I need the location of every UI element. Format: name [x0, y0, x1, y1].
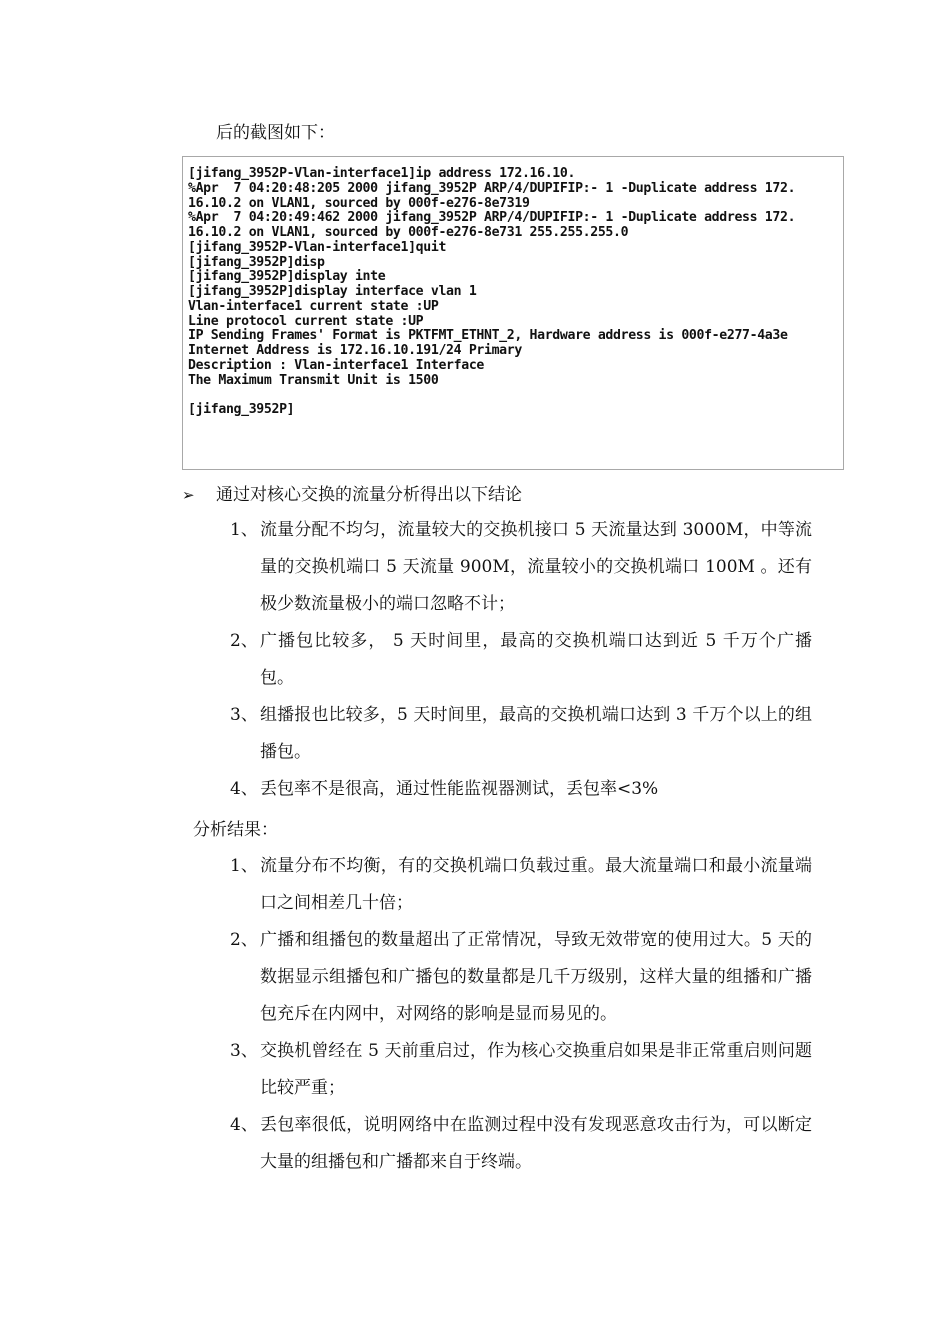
- list-item: [230, 922, 812, 1033]
- terminal-line: [jifang_3952P]display inte: [188, 269, 386, 285]
- terminal-line: 16.10.2 on VLAN1, sourced by 000f-e276-8e731 255.255.255.0: [188, 225, 629, 240]
- item-text: 交换机曾经在 5 天前重启过，作为核心交换重启如果是非正常重启则问题比较严重；: [260, 1041, 812, 1098]
- item-text: 流量分配不均匀，流量较大的交换机接口 5 天流量达到 3000M，中等流量的交换机端口 5 天流量 900M，流量较小的交换机端口 100M 。还有极少数流量极小的端口忽略不计；: [260, 520, 812, 614]
- list-item: [230, 697, 812, 771]
- item-number: 1、: [230, 856, 258, 876]
- terminal-line: Vlan-interface1 current state :UP: [188, 298, 439, 314]
- item-text: 广播和组播包的数量超出了正常情况，导致无效带宽的使用过大。5 天的数据显示组播包和广播包的数量都是几千万级别，这样大量的组播和广播包充斥在内网中，对网络的影响是显而易见的。: [260, 930, 812, 1024]
- terminal-line: 16.10.2 on VLAN1, sourced by 000f-e276-8e7319: [188, 195, 530, 211]
- item-text: 丢包率很低，说明网络中在监测过程中没有发现恶意攻击行为，可以断定大量的组播包和广播都来自于终端。: [260, 1115, 812, 1172]
- item-text: 组播报也比较多，5 天时间里，最高的交换机端口达到 3 千万个以上的组播包。: [260, 705, 812, 762]
- arrow-bullet-icon: ➢: [182, 486, 195, 504]
- result-heading: 分析结果：: [193, 820, 278, 840]
- terminal-screenshot: [182, 156, 844, 470]
- item-number: 4、: [230, 1115, 258, 1135]
- terminal-line: [jifang_3952P]: [188, 402, 295, 417]
- item-number: 2、: [230, 930, 258, 950]
- list-item: [230, 771, 812, 808]
- bullet-text: 通过对核心交换的流量分析得出以下结论: [216, 485, 522, 505]
- terminal-line: %Apr 7 04:20:49:462 2000 jifang_3952P ARP/4/DUPIFIP:- 1 -Duplicate address 172.: [188, 210, 796, 226]
- terminal-line: %Apr 7 04:20:48:205 2000 jifang_3952P ARP/4/DUPIFIP:- 1 -Duplicate address 172.: [188, 180, 796, 196]
- item-number: 3、: [230, 705, 258, 725]
- item-number: 1、: [230, 520, 258, 540]
- list-item: [230, 512, 812, 623]
- terminal-line: Description : Vlan-interface1 Interface: [188, 357, 484, 373]
- terminal-line: IP Sending Frames' Format is PKTFMT_ETHNT_2, Hardware address is 000f-e277-4a3e: [188, 328, 788, 344]
- item-text: 流量分布不均衡，有的交换机端口负载过重。最大流量端口和最小流量端口之间相差几十倍；: [260, 856, 812, 913]
- list-item: [230, 1033, 812, 1107]
- terminal-line: [jifang_3952P-Vlan-interface1]ip address 172.16.10.: [188, 166, 576, 181]
- terminal-line: [jifang_3952P-Vlan-interface1]quit: [188, 239, 447, 255]
- terminal-line: Line protocol current state :UP: [188, 313, 424, 329]
- item-number: 4、: [230, 779, 258, 799]
- intro-text: 后的截图如下：: [216, 123, 335, 143]
- list-item: [230, 623, 812, 697]
- terminal-line: The Maximum Transmit Unit is 1500: [188, 372, 439, 388]
- item-text: 广播包比较多， 5 天时间里，最高的交换机端口达到近 5 千万个广播包。: [260, 631, 812, 688]
- item-text: 丢包率不是很高，通过性能监视器测试，丢包率<3%: [260, 779, 659, 799]
- terminal-line: Internet Address is 172.16.10.191/24 Primary: [188, 343, 522, 358]
- conclusion-bullet: [182, 482, 522, 508]
- item-number: 2、: [230, 631, 258, 651]
- result-list: [230, 848, 812, 1181]
- terminal-line: [jifang_3952P]display interface vlan 1: [188, 284, 477, 299]
- list-item: [230, 848, 812, 922]
- list-item: [230, 1107, 812, 1181]
- terminal-line: [jifang_3952P]disp: [188, 254, 325, 270]
- conclusion-list: [230, 512, 812, 808]
- item-number: 3、: [230, 1041, 258, 1061]
- terminal-line: [188, 388, 839, 403]
